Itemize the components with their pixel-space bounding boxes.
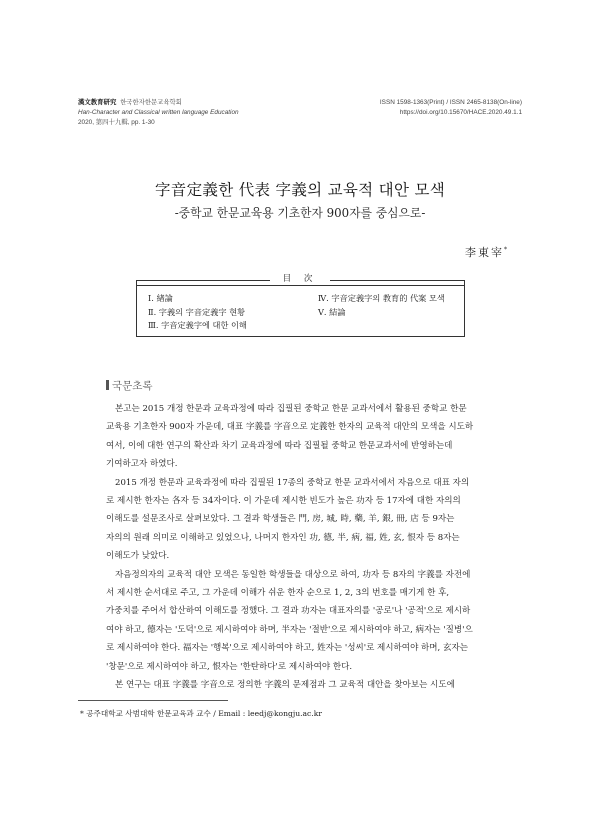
toc-divider <box>136 285 465 286</box>
body-text-line: 이해도를 설문조사로 살펴보았다. 그 결과 학생들은 門, 房, 城, 時, 藥, 羊, 銀, 冊, 店 등 9자는 <box>106 514 455 525</box>
publication-info <box>282 98 522 118</box>
body-text-line: 여야 하고, 德자는 '도덕'으로 제시하여야 하며, 半자는 '절반'으로 제시하여야 하고, 病자는 '질병'으 <box>106 624 473 635</box>
author <box>465 244 507 260</box>
toc-item: Ⅲ. 字音定義字에 대한 이해 <box>148 320 247 330</box>
body-text-line: 2015 개정 한문과 교육과정에 따라 집필된 17종의 중학교 한문 교과서에서 자음으로 대표 자의 <box>115 477 470 488</box>
society-name: 한국한자한문교육학회 <box>120 99 182 106</box>
body-text-line: 서 제시한 순서대로 주고, 그 가운데 이해가 쉬운 한자 순으로 1, 2, 3의 번호를 매기게 한 후, <box>106 588 450 599</box>
paper-title: 字音定義한 代表 字義의 교육적 대안 모색 <box>155 181 445 199</box>
toc-left-column <box>148 292 247 333</box>
body-text-line: 이해도가 낮았다. <box>106 551 170 562</box>
journal-title-hanja: 漢文教育研究 <box>78 99 117 106</box>
footnote-divider <box>78 700 228 701</box>
journal-title-english: Han-Character and Classical written language Education <box>78 109 239 117</box>
toc-item: Ⅱ. 字義의 字音定義字 현황 <box>148 306 246 317</box>
body-text-line: 자의의 원래 의미로 이해하고 있었으나, 나머지 한자인 功, 德, 半, 病, 福, 姓, 玄, 恨자 등 8자는 <box>106 532 460 543</box>
journal-volume: 2020, 第四十九輯, pp. 1-30 <box>78 119 155 127</box>
body-text-line: 기여하고자 하였다. <box>106 459 178 470</box>
toc-item: Ⅴ. 結論 <box>318 306 346 317</box>
body-text-line: 로 제시한 한자는 各자 등 34자이다. 이 가운데 제시한 빈도가 높은 功자 등 17자에 대한 자의의 <box>106 496 461 507</box>
author-affiliation-footnote: * 공주대학교 사범대학 한문교육과 교수 / Email : leedj@kongju.ac.kr <box>80 709 322 718</box>
author-footnote-mark: * <box>504 246 507 254</box>
body-text-line: 가중치를 주어서 합산하여 이해도를 정했다. 그 결과 功자는 대표자의를 '공로'나 '공적'으로 제시하 <box>106 606 471 617</box>
toc-right-column <box>318 292 445 319</box>
abstract-body <box>106 400 496 695</box>
toc-item: Ⅳ. 字音定義字의 教育的 代案 모색 <box>318 293 445 303</box>
abstract-heading-text: 국문초록 <box>112 380 153 392</box>
body-text-line: 로 제시하여야 한다. 福자는 '행복'으로 제시하여야 하고, 姓자는 '성씨'로 제시하여야 하며, 玄자는 <box>106 643 469 654</box>
body-text-line: '창문'으로 제시하여야 하고, 恨자는 '한탄하다'로 제시하여야 한다. <box>106 661 353 672</box>
author-name: 李東宰 <box>465 246 504 259</box>
abstract-heading <box>106 378 153 393</box>
body-text-line: 본고는 2015 개정 한문과 교육과정에 따라 집필된 중학교 한문 교과서에서 활용된 중학교 한문 <box>115 404 467 414</box>
body-text-line: 본 연구는 대표 字義를 字音으로 정의한 字義의 문제점과 그 교육적 대안을 찾아보는 시도에 <box>115 680 455 691</box>
body-text-line: 교육용 기초한자 900자 가운데, 대표 字義를 字音으로 定義한 한자의 교육적 대안의 모색을 시도하 <box>106 422 474 433</box>
issn: ISSN 1598-1363(Print) / ISSN 2465-8138(On-line) <box>379 99 522 106</box>
section-marker-icon <box>106 380 109 390</box>
body-text-line: 자음정의자의 교육적 대안 모색은 동일한 학생들을 대상으로 하여, 功자 등 8자의 字義를 자전에 <box>115 569 471 580</box>
paper-subtitle: -중학교 한문교육용 기초한자 900자를 중심으로- <box>174 206 426 220</box>
toc-heading: 目 次 <box>270 272 330 284</box>
toc-item: Ⅰ. 緖論 <box>148 293 173 303</box>
body-text-line: 여서, 이에 대한 연구의 확산과 차기 교육과정에 따라 집필될 중학교 한문교과서에 반영하는데 <box>106 440 453 451</box>
doi-link[interactable]: https://doi.org/10.15670/HACE.2020.49.1.1 <box>399 109 522 117</box>
